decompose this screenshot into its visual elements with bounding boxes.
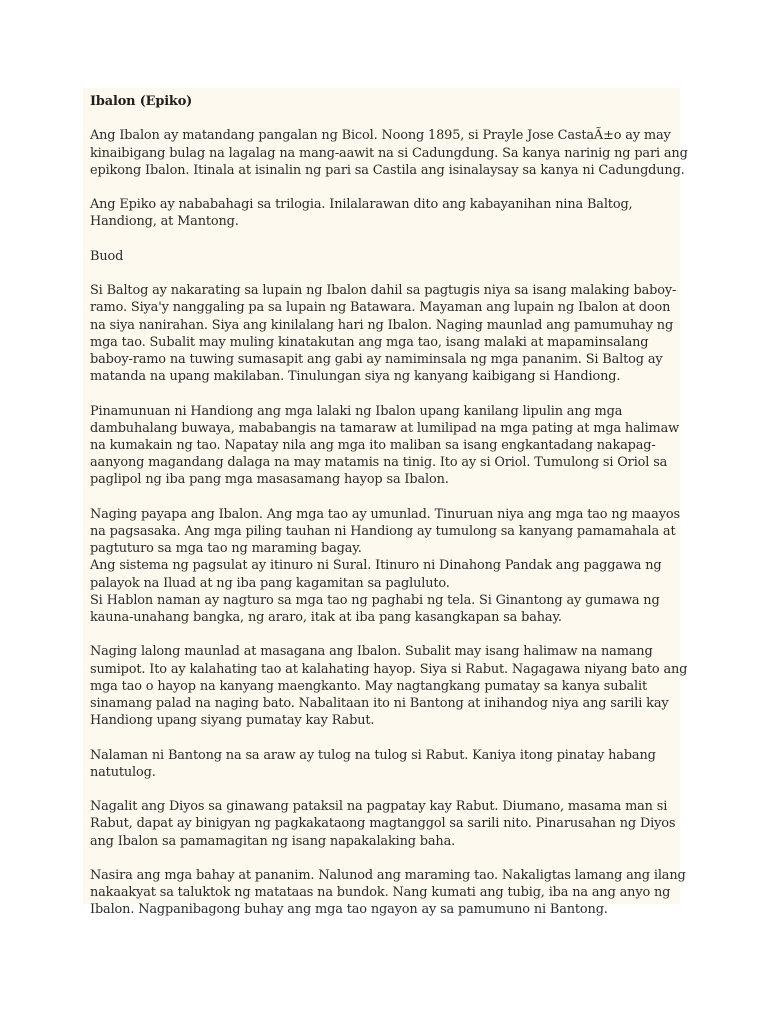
text-line: paglipol ng iba pang mga masasamang hayop sa Ibalon. <box>90 472 449 488</box>
text-line: Pinamunuan ni Handiong ang mga lalaki ng Ibalon upang kanilang lipulin ang mga <box>90 403 623 419</box>
text-line: Nagalit ang Diyos sa ginawang pataksil na pagpatay kay Rabut. Diumano, masama man si <box>90 799 668 815</box>
text-line: na pagsasaka. Ang mga piling tauhan ni Handiong ay tumulong sa kanyang pamamahala at <box>90 523 676 539</box>
paragraph-flood <box>90 867 686 919</box>
text-line: Ang sistema ng pagsulat ay itinuro ni Sural. Itinuro ni Dinahong Pandak ang paggawa ng <box>90 558 662 574</box>
document-page <box>83 88 688 918</box>
text-line: Nasira ang mga bahay at pananim. Nalunod ang maraming tao. Nakaligtas lamang ang ilang <box>90 867 686 883</box>
text-line: Nalaman ni Bantong na sa araw ay tulog na tulog si Rabut. Kaniya itong pinatay habang <box>90 747 656 763</box>
text-line: palayok na Iluad at ng iba pang kagamitan sa pagluluto. <box>90 575 450 591</box>
paragraph-punishment <box>90 798 680 850</box>
text-line: Si Hablon naman ay nagturo sa mga tao ng paghabi ng tela. Si Ginantong ay gumawa ng <box>90 592 660 608</box>
text-line: na kumakain ng tao. Napatay nila ang mga ito maliban sa isang engkantadang nakapag- <box>90 437 656 453</box>
text-line: Naging lalong maunlad at masagana ang Ibalon. Subalit may isang halimaw na namang <box>90 644 653 660</box>
text-line: na siya nanirahan. Siya ang kinilalang hari ng Ibalon. Naging maunlad ang pamumuhay ng <box>90 317 674 333</box>
text-line: kauna-unahang bangka, ng araro, itak at iba pang kasangkapan sa bahay. <box>90 610 562 625</box>
text-line: mga tao. Subalit may muling kinatakutan ang mga tao, isang malaki at mapaminsalang <box>90 334 649 350</box>
text-line: matanda na upang makilaban. Tinulungan siya ng kanyang kaibigang si Handiong. <box>90 369 621 385</box>
text-line: Handiong, at Mantong. <box>90 214 239 230</box>
text-line: Ang Ibalon ay matandang pangalan ng Bicol. Noong 1895, si Prayle Jose CastaÃ±o ay may <box>90 128 671 144</box>
text-line: mga tao o hayop na kanyang maengkanto. May nagtangkang pumatay sa kanya subalit <box>90 678 647 694</box>
paragraph-bantong <box>90 747 680 781</box>
text-line: natutulog. <box>90 764 156 780</box>
text-line: Si Baltog ay nakarating sa lupain ng Ibalon dahil sa pagtugis niya sa isang malaking baboy- <box>90 283 677 299</box>
text-line: Buod <box>90 248 124 264</box>
text-line: Handiong upang siyang pumatay kay Rabut. <box>90 713 375 729</box>
text-line: dambuhalang buwaya, mababangis na tamaraw at lumilipad na mga pating at mga halimaw <box>90 420 680 436</box>
text-line: kinaibigang bulag na lagalag na mang-aawit na si Cadungdung. Sa kanya narinig ng pari ang <box>90 145 688 161</box>
text-line: ramo. Siya'y nanggaling pa sa lupain ng Batawara. Mayaman ang lupain ng Ibalon at doon <box>90 300 671 316</box>
text-line: Rabut, dapat ay binigyan ng pagkakataong magtanggol sa sarili nito. Pinarusahan ng Diyos <box>90 816 676 832</box>
document-content <box>90 93 688 936</box>
text-line: nakaakyat sa taluktok ng matataas na bundok. Nang kumati ang tubig, iba na ang anyo ng <box>90 885 671 901</box>
text-line: baboy-ramo na tuwing sumasapit ang gabi ay namiminsala ng mga pananim. Si Baltog ay <box>90 351 663 367</box>
text-line: sumipot. Ito ay kalahating tao at kalahating hayop. Siya si Rabut. Nagagawa niyang bato ang <box>90 661 688 677</box>
text-line: Naging payapa ang Ibalon. Ang mga tao ay umunlad. Tinuruan niya ang mga tao ng maayos <box>90 506 680 522</box>
text-line: aanyong magandang dalaga na may matamis na tinig. Ito ay si Oriol. Tumulong si Oriol sa <box>90 455 668 471</box>
document-title: Ibalon (Epiko) <box>90 94 193 109</box>
text-line: pagtuturo sa mga tao ng maraming bagay. <box>90 541 362 557</box>
text-line: Ang Epiko ay nababahagi sa trilogia. Inilalarawan dito ang kabayanihan nina Baltog, <box>90 197 633 213</box>
text-line: sinamang palad na naging bato. Nabalitaan ito ni Bantong at inihandog niya ang sarili kay <box>90 696 669 711</box>
paragraph-trilogy <box>90 196 680 230</box>
paragraph-peace <box>90 506 680 626</box>
paragraph-intro <box>90 127 688 179</box>
text-line: epikong Ibalon. Itinala at isinalin ng pari sa Castila ang isinalaysay sa kanya ni Cadungdung. <box>90 162 685 178</box>
paragraph-handiong <box>90 403 680 489</box>
text-line: Ibalon. Nagpanibagong buhay ang mga tao ngayon ay sa pamumuno ni Bantong. <box>90 902 608 918</box>
paragraph-baltog <box>90 282 680 385</box>
paragraph-rabut <box>90 643 688 729</box>
section-heading-buod <box>90 248 680 265</box>
text-line: ang Ibalon sa pamamagitan ng isang napakalaking baha. <box>90 833 456 849</box>
